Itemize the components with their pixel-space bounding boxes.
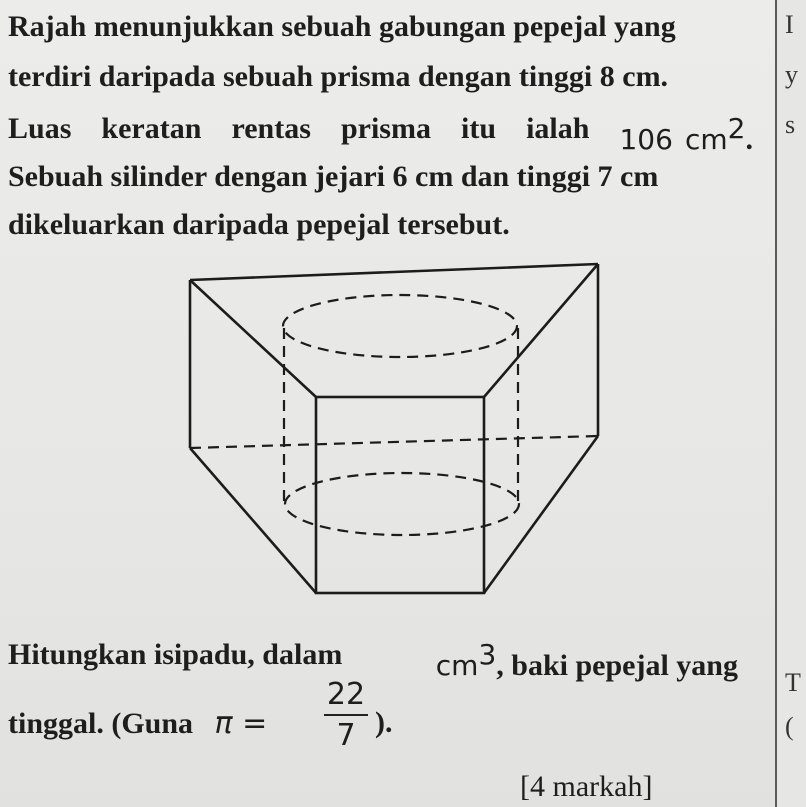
word: keratan (101, 112, 202, 145)
prism-bottom-right-edge (484, 436, 598, 593)
cylinder-top-ellipse (283, 295, 517, 357)
side-fragment: ( (785, 712, 794, 741)
side-fragment: T (785, 668, 801, 697)
prism-bottom-left-edge (190, 448, 316, 593)
instruction-start: Hitungkan isipadu, dalam (8, 638, 343, 671)
question-line-5: dikeluarkan daripada pepejal tersebut. (8, 208, 510, 241)
word: itu (461, 112, 497, 145)
word: rentas (231, 112, 311, 145)
volume-exponent: 3 (478, 638, 497, 671)
prism-top-right-edge (484, 264, 598, 397)
prism-front-face (316, 397, 484, 593)
question-line-6 (8, 638, 738, 683)
prism-hidden-edge (190, 436, 598, 448)
area-unit: cm (684, 123, 728, 156)
pi-fraction (324, 677, 368, 753)
prism-top-left-edge (190, 280, 316, 397)
instruction-end: , baki pepejal yang (496, 649, 738, 682)
prism-top-back-edge (190, 264, 598, 280)
fraction-bar (324, 714, 368, 716)
word: Luas (8, 112, 72, 145)
pi-numerator: 22 (326, 677, 366, 712)
side-fragment: y (785, 60, 798, 89)
pi-symbol: π = (214, 706, 268, 741)
question-line-7 (8, 706, 267, 741)
area-expression: 106 $cm^2$. (619, 112, 753, 156)
pi-denominator: 7 (336, 718, 356, 753)
word: ialah (526, 112, 590, 145)
side-fragment: I (785, 10, 794, 39)
question-line-4: Sebuah silinder dengan jejari 6 cm dan tinggi 7 cm (8, 160, 659, 193)
marks-label: [4 markah] (520, 770, 653, 803)
question-line-1: Rajah menunjukkan sebuah gabungan pepejal yang (8, 10, 676, 43)
word: prisma (340, 112, 431, 145)
area-exponent: 2 (727, 112, 746, 145)
instruction-pi-start: tinggal. (Guna (8, 707, 194, 740)
side-fragment: s (785, 110, 796, 139)
question-line-2: terdiri daripada sebuah prisma dengan tinggi 8 cm. (8, 60, 669, 93)
volume-unit-expression (436, 638, 738, 683)
pi-close: ). (375, 706, 393, 739)
volume-unit: cm (435, 649, 479, 682)
area-value: 106 (619, 123, 673, 156)
